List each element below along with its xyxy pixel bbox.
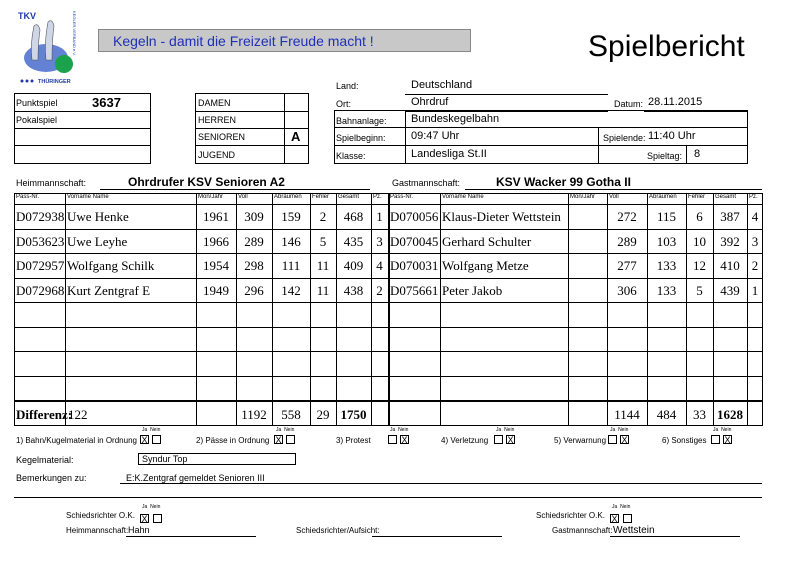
home-row-4-pass: D072968 (16, 282, 65, 298)
sr-guest-nein[interactable] (623, 514, 632, 523)
check-3-ja[interactable] (388, 435, 397, 444)
home-header-pz: Pz. (373, 194, 382, 200)
sr-guest-ja[interactable]: X (611, 514, 618, 525)
land-label: Land: (336, 81, 359, 91)
punktspiel-value: 3637 (92, 95, 121, 110)
slogan: Kegeln - damit die Freizeit Freude macht ! (98, 29, 471, 52)
ort-label: Ort: (336, 99, 351, 109)
guest-row-4-abr: 133 (656, 282, 677, 298)
guest-row-1-pass: D070056 (390, 209, 439, 224)
punktspiel-label: Punktspiel (16, 98, 58, 108)
guest-total-abr: 484 (656, 407, 677, 422)
home-row-3-abr: 111 (281, 258, 301, 273)
guest-row-4-pass: D075661 (390, 282, 439, 298)
check-ja-nein-1: Ja Nein (142, 427, 161, 433)
datum-value: 28.11.2015 (648, 96, 703, 108)
svg-text:TKV: TKV (18, 11, 36, 21)
home-row-3-voll: 298 (244, 258, 264, 273)
sr-home-ja[interactable]: X (141, 514, 148, 525)
guest-row-1-voll: 272 (617, 209, 637, 224)
gast-label: Gastmannschaft: (392, 178, 461, 188)
guest-row-2-gesamt: 392 (720, 233, 740, 249)
guest-row-2-pass: D070045 (390, 233, 439, 249)
guest-header-voll: Voll (609, 194, 619, 200)
home-total-voll: 1192 (241, 407, 267, 422)
check-label-6: 6) Sonstiges (662, 436, 707, 445)
diff-value: 122 (68, 407, 88, 422)
home-row-3-pass: D072957 (16, 258, 65, 273)
home-row-1-pass: D072938 (16, 209, 65, 224)
spieltag-value: 8 (694, 148, 701, 160)
sr-ja-nein-guest: Ja Nein (612, 504, 631, 510)
home-row-2-voll: 289 (244, 233, 264, 249)
guest-row-1-name: Klaus-Dieter Wettstein (442, 209, 561, 224)
home-total-fehler: 29 (316, 407, 330, 422)
home-row-4-voll: 296 (244, 282, 264, 298)
check-ja-nein-3: Ja Nein (390, 427, 409, 433)
home-header-name: Vorname Name (67, 194, 109, 200)
check-1-ja[interactable]: X (141, 435, 148, 445)
guest-row-2-name: Gerhard Schulter (442, 233, 532, 249)
home-row-3-fehler: 11 (316, 258, 330, 273)
check-4-nein[interactable]: X (507, 435, 514, 445)
spielende-label: Spielende: (603, 133, 646, 143)
home-row-4-abr: 142 (281, 282, 301, 298)
check-6-nein[interactable]: X (724, 435, 731, 445)
sr-home-nein[interactable] (153, 514, 162, 523)
home-row-1-voll: 309 (244, 209, 264, 224)
guest-row-4-gesamt: 439 (720, 282, 740, 298)
guest-row-3-abr: 133 (656, 258, 677, 273)
guest-row-3-fehler: 12 (693, 258, 706, 273)
page-title: Spielbericht (588, 30, 745, 63)
guest-header-gesamt: Gesamt (715, 194, 737, 200)
diff-label: Differenz: (16, 407, 73, 422)
bemerkungen-value: E:K.Zentgraf gemeldet Senioren III (126, 473, 265, 483)
check-label-2: 2) Pässe in Ordnung (196, 436, 270, 445)
tkv-logo (16, 8, 78, 84)
footer-gast-value: Wettstein (613, 525, 655, 536)
guest-row-2-fehler: 10 (693, 233, 706, 249)
klasse-label: Klasse: (336, 151, 366, 161)
home-row-4-pz: 2 (376, 282, 383, 298)
check-label-3: 3) Protest (336, 436, 371, 445)
svg-text:KEGLER-VERBAND e.V.: KEGLER-VERBAND e.V. (72, 11, 77, 56)
home-header-year: Mon/Jahr (198, 194, 224, 200)
home-row-2-fehler: 5 (319, 233, 327, 249)
guest-header-abr: Abräumen (649, 194, 677, 200)
home-header-voll: Voll (238, 194, 248, 200)
check-3-nein[interactable]: X (401, 435, 408, 445)
cat-damen: DAMEN (198, 98, 231, 108)
spielende-value: 11:40 Uhr (648, 130, 696, 142)
home-row-2-name: Uwe Leyhe (67, 233, 128, 249)
guest-row-4-name: Peter Jakob (442, 282, 503, 298)
home-total-abr: 558 (281, 407, 301, 422)
guest-total-gesamt: 1628 (717, 407, 743, 422)
land-value: Deutschland (411, 79, 473, 91)
check-ja-nein-5: Ja Nein (610, 427, 629, 433)
guest-row-2-pz: 3 (751, 233, 759, 249)
home-row-2-abr: 146 (281, 233, 301, 249)
footer-gast-label: Gastmannschaft: (552, 526, 613, 535)
guest-row-1-gesamt: 387 (720, 209, 740, 224)
klasse-value: Landesliga St.II (411, 148, 487, 160)
check-ja-nein-6: Ja Nein (713, 427, 732, 433)
bahnanlage-label: Bahnanlage: (336, 116, 387, 126)
home-total-gesamt: 1750 (340, 407, 367, 422)
check-2-nein[interactable] (286, 435, 295, 444)
guest-row-1-fehler: 6 (696, 209, 703, 224)
guest-header-pz: Pz. (749, 194, 758, 200)
guest-row-4-pz: 1 (751, 282, 759, 298)
home-row-4-year: 1949 (203, 282, 229, 298)
guest-row-2-abr: 103 (656, 233, 677, 249)
heim-team: Ohrdrufer KSV Senioren A2 (128, 175, 285, 189)
guest-row-4-voll: 306 (617, 282, 637, 298)
footer-sr-aufsicht: Schiedsrichter/Aufsicht: (296, 526, 380, 535)
check-6-ja[interactable] (711, 435, 720, 444)
check-label-4: 4) Verletzung (441, 436, 489, 445)
guest-header-fehler: Fehler (688, 194, 706, 200)
home-row-1-fehler: 2 (319, 209, 327, 224)
guest-header-pass: Pass-Nr. (390, 194, 414, 200)
guest-row-1-pz: 4 (751, 209, 759, 224)
kegelmaterial-value: Syndur Top (138, 453, 296, 465)
home-header-gesamt: Gesamt (338, 194, 360, 200)
kegelmaterial-label: Kegelmaterial: (16, 455, 74, 465)
home-header-pass: Pass-Nr. (16, 194, 40, 200)
home-row-2-pz: 3 (376, 233, 383, 249)
guest-row-3-gesamt: 410 (720, 258, 740, 273)
cat-senioren: SENIOREN (198, 132, 246, 142)
guest-header-name: Vorname Name (442, 194, 484, 200)
sr-ja-nein-home: Ja Nein (142, 504, 161, 510)
sr-label-home: Schiedsrichter O.K. (66, 511, 135, 520)
check-label-5: 5) Verwarnung (554, 436, 607, 445)
home-row-2-gesamt: 435 (343, 233, 364, 249)
check-2-ja[interactable]: X (275, 435, 282, 445)
guest-row-3-pz: 2 (751, 258, 759, 273)
heim-label: Heimmannschaft: (16, 178, 87, 188)
guest-row-3-name: Wolfgang Metze (442, 258, 529, 273)
home-row-1-name: Uwe Henke (67, 209, 129, 224)
cat-jugend: JUGEND (198, 150, 236, 160)
svg-text:THÜRINGER: THÜRINGER (38, 79, 71, 84)
spieltag-label: Spieltag: (647, 151, 683, 161)
guest-row-2-voll: 289 (617, 233, 637, 249)
check-5-ja[interactable] (608, 435, 617, 444)
guest-total-fehler: 33 (693, 407, 706, 422)
check-ja-nein-2: Ja Nein (276, 427, 295, 433)
bahnanlage-value: Bundeskegelbahn (411, 113, 500, 125)
home-row-4-fehler: 11 (316, 282, 330, 298)
senioren-mark: A (291, 129, 301, 144)
guest-total-voll: 1144 (614, 407, 640, 422)
gast-team: KSV Wacker 99 Gotha II (496, 175, 631, 189)
home-row-4-name: Kurt Zentgraf E (67, 282, 151, 298)
sr-label-guest: Schiedsrichter O.K. (536, 511, 605, 520)
guest-row-4-fehler: 5 (696, 282, 703, 298)
check-ja-nein-4: Ja Nein (496, 427, 515, 433)
guest-row-3-pass: D070031 (390, 258, 439, 273)
home-row-3-name: Wolfgang Schilk (67, 258, 155, 273)
home-row-1-year: 1961 (203, 209, 229, 224)
footer-heim-value: Hahn (128, 525, 150, 535)
home-row-3-gesamt: 409 (343, 258, 364, 273)
check-label-1: 1) Bahn/Kugelmaterial in Ordnung (16, 436, 137, 445)
home-row-3-year: 1954 (203, 258, 229, 273)
home-row-4-gesamt: 438 (343, 282, 364, 298)
check-4-ja[interactable] (494, 435, 503, 444)
check-1-nein[interactable] (152, 435, 161, 444)
home-row-1-pz: 1 (376, 209, 383, 224)
home-row-2-pass: D053623 (16, 233, 65, 249)
home-row-1-gesamt: 468 (343, 209, 364, 224)
home-header-fehler: Fehler (312, 194, 330, 200)
guest-row-3-voll: 277 (617, 258, 637, 273)
datum-label: Datum: (614, 99, 644, 109)
cat-herren: HERREN (198, 115, 237, 125)
check-5-nein[interactable]: X (621, 435, 628, 445)
bemerkungen-label: Bemerkungen zu: (16, 473, 87, 483)
pokalspiel-label: Pokalspiel (16, 115, 58, 125)
home-row-2-year: 1966 (203, 233, 229, 249)
guest-header-year: Mon/Jahr (570, 194, 596, 200)
home-header-abr: Abräumen (274, 194, 302, 200)
home-row-1-abr: 159 (281, 209, 301, 224)
guest-row-1-abr: 115 (656, 209, 677, 224)
spielbeginn-value: 09:47 Uhr (411, 130, 460, 142)
home-row-3-pz: 4 (376, 258, 383, 273)
spielbeginn-label: Spielbeginn: (336, 133, 386, 143)
ort-value: Ohrdruf (411, 96, 449, 108)
footer-heim-label: Heimmannschaft: (66, 526, 129, 535)
